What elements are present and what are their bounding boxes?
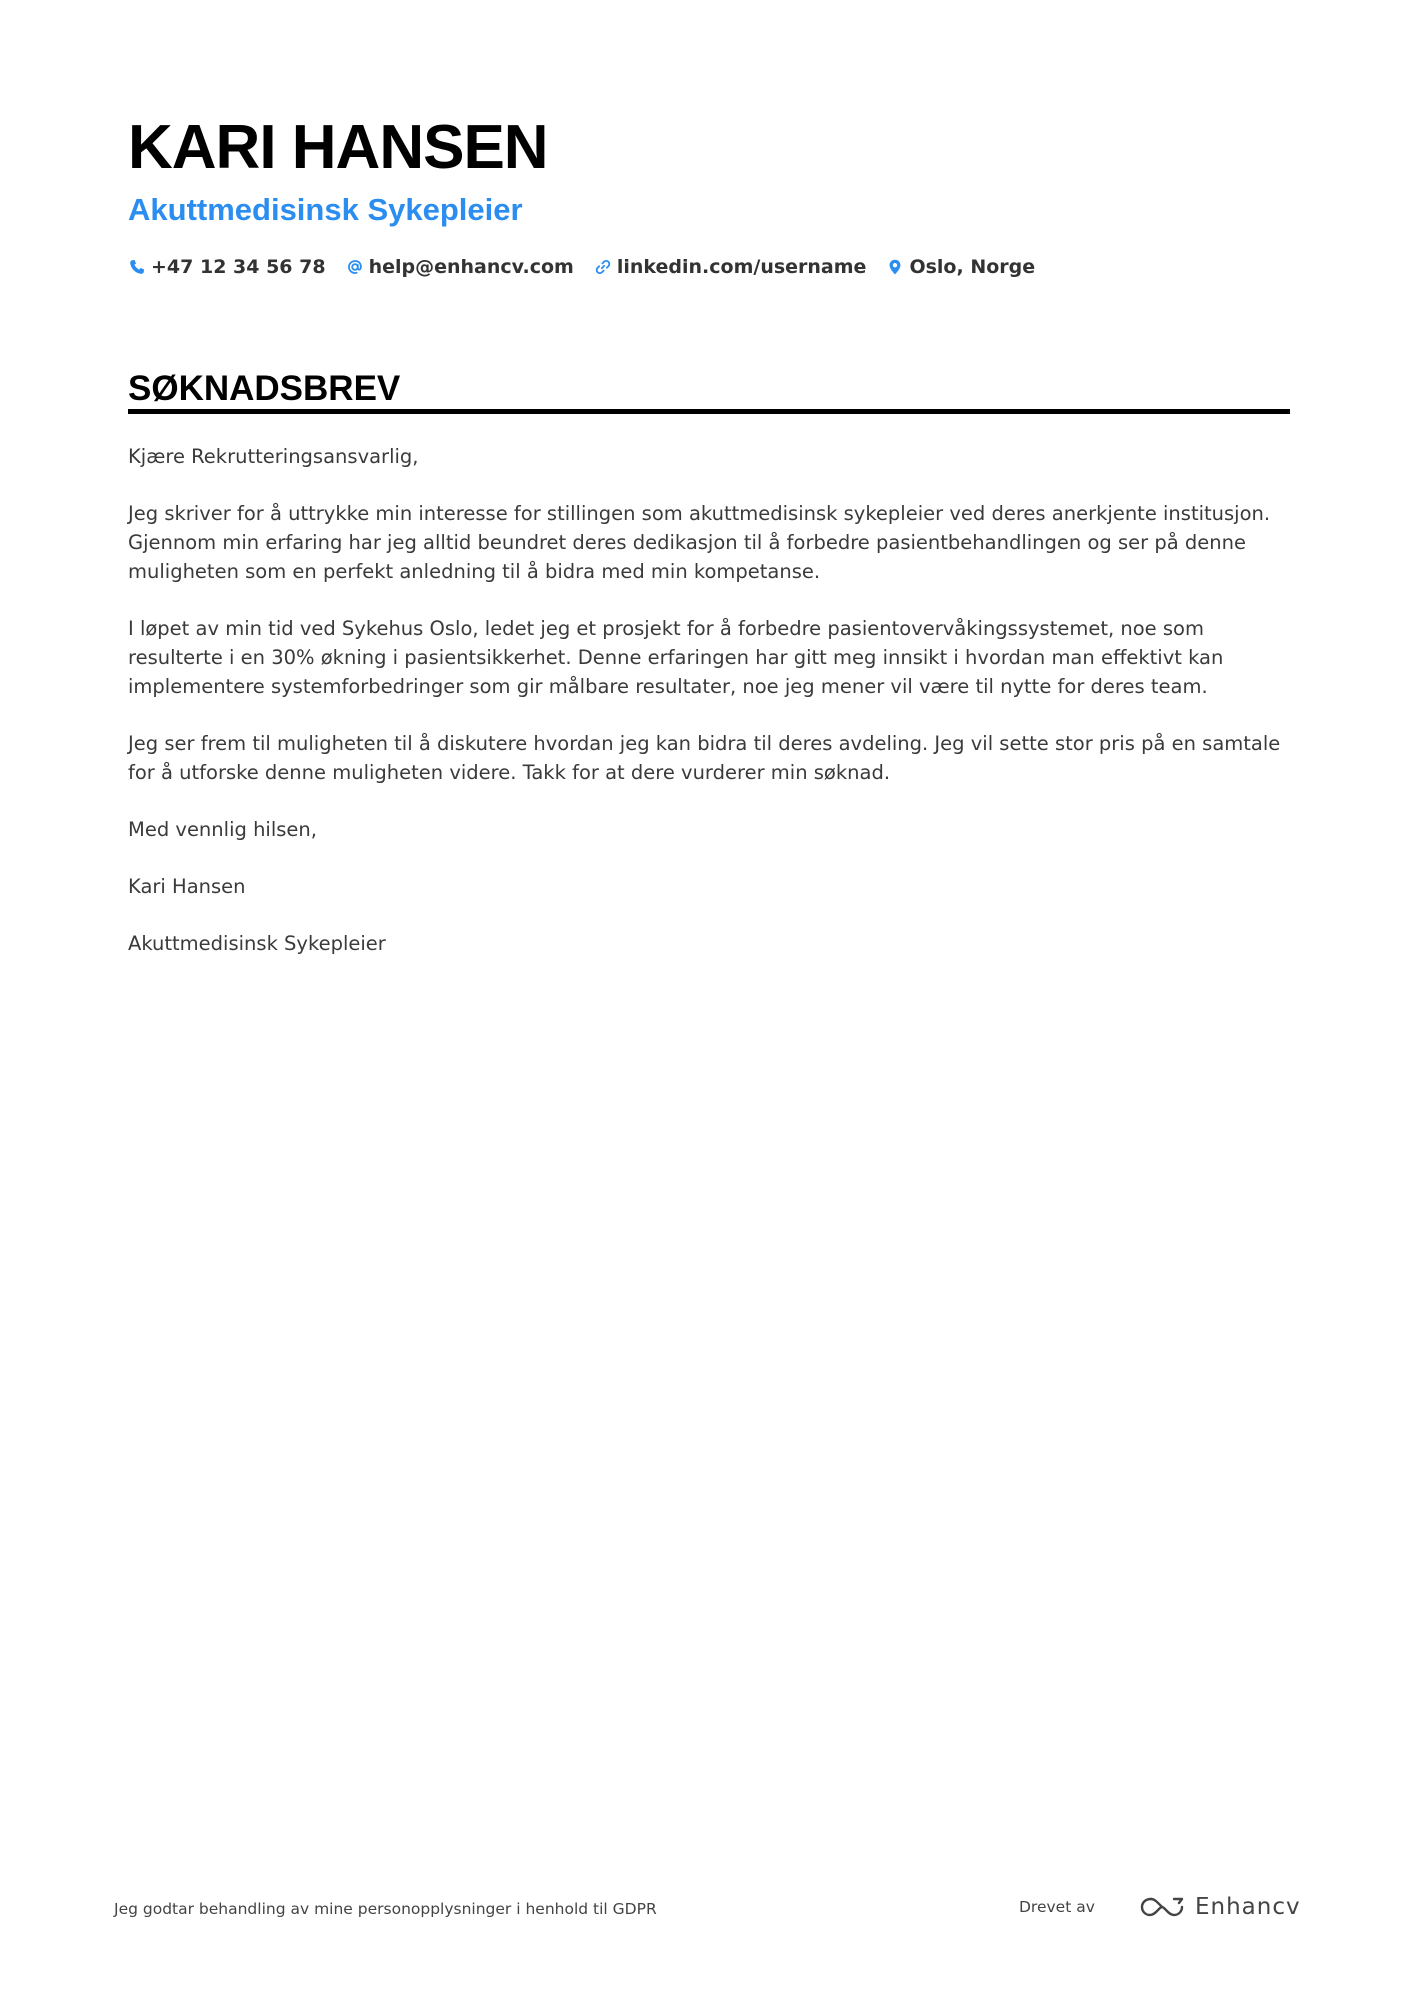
contact-linkedin-text: linkedin.com/username <box>616 256 867 278</box>
phone-icon <box>128 258 146 276</box>
letter-paragraph-3: Jeg ser frem til muligheten til å diskutere hvordan jeg kan bidra til deres avdeling. Jeg vil sette stor pris på en samtale for å utforske denne muligheten videre. Takk for at dere vurderer min søknad. <box>128 732 1281 784</box>
letter-paragraph-2: I løpet av min tid ved Sykehus Oslo, ledet jeg et prosjekt for å forbedre pasientovervåkingssystemet, noe som resulterte i en 30% økning i pasientsikkerhet. Denne erfaringen har gitt meg innsikt i hvordan man effektivt kan implementere systemforbedringer som gir målbare resultater, noe jeg mener vil være til nytte for deres team. <box>128 617 1224 698</box>
enhancv-brand-name: Enhancv <box>1195 1894 1301 1920</box>
section-divider <box>128 409 1290 414</box>
applicant-title: Akuttmedisinsk Sykepleier <box>128 192 523 227</box>
at-icon <box>346 258 364 276</box>
gdpr-consent-text: Jeg godtar behandling av mine personopplysninger i henhold til GDPR <box>114 1900 657 1918</box>
enhancv-logo-icon <box>1139 1894 1195 1920</box>
letter-body <box>128 442 1290 986</box>
location-pin-icon <box>886 258 904 276</box>
letter-closing: Med vennlig hilsen, <box>128 818 317 841</box>
contact-location-text: Oslo, Norge <box>909 256 1036 278</box>
contact-linkedin <box>594 253 867 281</box>
contact-phone-text: +47 12 34 56 78 <box>151 256 326 278</box>
section-heading: SØKNADSBREV <box>128 369 401 408</box>
letter-signature-title: Akuttmedisinsk Sykepleier <box>128 932 386 955</box>
contact-bar <box>128 253 1055 281</box>
powered-by-label: Drevet av <box>1019 1898 1095 1916</box>
letter-signature-name: Kari Hansen <box>128 875 246 898</box>
link-icon <box>594 258 612 276</box>
contact-email-text: help@enhancv.com <box>368 256 574 278</box>
applicant-name: KARI HANSEN <box>128 113 548 182</box>
contact-location <box>886 253 1035 281</box>
enhancv-brand-link[interactable] <box>1139 1890 1301 1924</box>
letter-greeting: Kjære Rekrutteringsansvarlig, <box>128 445 419 468</box>
page-footer <box>114 1890 1301 1930</box>
letter-paragraph-1: Jeg skriver for å uttrykke min interesse for stillingen som akuttmedisinsk sykepleier ved deres anerkjente institusjon. Gjennom min erfaring har jeg alltid beundret deres dedikasjon til å forbedre pasientbehandlingen og ser på denne muligheten som en perfekt anledning til å bidra med min kompetanse. <box>128 502 1271 583</box>
contact-email <box>346 253 574 281</box>
contact-phone <box>128 253 326 281</box>
